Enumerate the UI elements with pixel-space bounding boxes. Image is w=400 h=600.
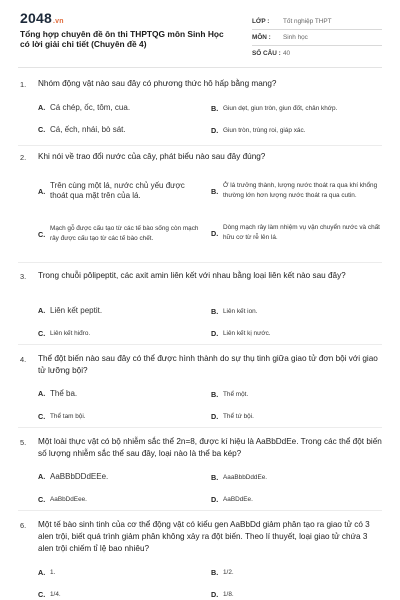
header bbox=[0, 0, 400, 64]
option-key: B. bbox=[211, 307, 219, 316]
option-a[interactable] bbox=[38, 103, 203, 113]
option-text: 1. bbox=[50, 569, 56, 576]
option-c[interactable] bbox=[38, 125, 203, 135]
option-a[interactable] bbox=[38, 306, 203, 316]
option-text: Thể một. bbox=[223, 391, 249, 398]
meta-row-count bbox=[252, 46, 382, 61]
meta-row-subject bbox=[252, 30, 382, 46]
meta-value: Sinh học bbox=[283, 34, 308, 41]
option-key: C. bbox=[38, 329, 46, 338]
option-text: AaBBbDDdEEe. bbox=[50, 472, 109, 481]
logo-main: 2048 bbox=[20, 10, 52, 26]
option-b[interactable] bbox=[211, 473, 383, 483]
meta-table bbox=[252, 14, 382, 61]
option-key: B. bbox=[211, 186, 219, 196]
option-c[interactable] bbox=[38, 329, 203, 339]
option-c[interactable] bbox=[38, 412, 203, 422]
option-text: Cá chép, ốc, tôm, cua. bbox=[50, 103, 131, 112]
option-text: 1/8. bbox=[223, 591, 234, 598]
option-text: Liên kết hiđro. bbox=[50, 330, 91, 337]
question-text: Một loài thực vật có bộ nhiễm sắc thể 2n=8, được kí hiệu là AaBbDdEe. Trong các thể đột biến số lượng nhiễm sắc thể sau đây, loại nào là thể ba kép? bbox=[38, 437, 382, 458]
option-key: D. bbox=[211, 228, 219, 238]
option-c[interactable] bbox=[38, 590, 203, 600]
header-divider bbox=[18, 67, 382, 68]
site-logo[interactable] bbox=[20, 10, 64, 26]
option-text: Giun tròn, trùng roi, giáp xác. bbox=[223, 127, 306, 134]
option-key: A. bbox=[38, 389, 46, 398]
option-text: 1/2. bbox=[223, 569, 234, 576]
option-key: A. bbox=[38, 186, 46, 196]
question-number: 2. bbox=[20, 153, 27, 162]
option-b[interactable] bbox=[211, 104, 383, 114]
option-c[interactable] bbox=[38, 217, 201, 251]
question-text: Thể đột biến nào sau đây có thể được hình thành do sự thụ tinh giữa giao tử đơn bội với giao tử lưỡng bội? bbox=[38, 354, 378, 375]
option-b[interactable] bbox=[211, 568, 383, 578]
option-key: D. bbox=[211, 126, 219, 135]
meta-label: SỐ CÂU : bbox=[252, 50, 281, 57]
option-d[interactable] bbox=[211, 329, 383, 339]
option-key: D. bbox=[211, 495, 219, 504]
option-key: A. bbox=[38, 568, 46, 577]
option-text: Ở lá trưởng thành, lượng nước thoát ra qua khí khổng thường lớn hơn lượng nước thoát ra qua cutin. bbox=[223, 182, 378, 199]
question-text: Khi nói về trao đổi nước của cây, phát biểu nào sau đây đúng? bbox=[38, 152, 266, 161]
option-a[interactable] bbox=[38, 176, 200, 206]
document-title: Tổng hợp chuyên đề ôn thi THPTQG môn Sinh Học có lời giải chi tiết (Chuyên đề 4) bbox=[20, 29, 224, 49]
option-text: Thể tứ bội. bbox=[223, 413, 254, 420]
meta-label: MÔN : bbox=[252, 34, 271, 41]
option-key: D. bbox=[211, 329, 219, 338]
option-text: 1/4. bbox=[50, 591, 61, 598]
option-a[interactable] bbox=[38, 389, 203, 399]
option-key: C. bbox=[38, 229, 46, 239]
option-key: A. bbox=[38, 103, 46, 112]
option-d[interactable] bbox=[211, 126, 383, 136]
option-key: C. bbox=[38, 495, 46, 504]
option-text: Thể ba. bbox=[50, 389, 78, 398]
option-a[interactable] bbox=[38, 472, 203, 482]
option-text: Liên kết peptit. bbox=[50, 306, 103, 315]
option-text: Giun dẹt, giun tròn, giun đốt, chân khớp. bbox=[223, 105, 338, 112]
option-key: C. bbox=[38, 125, 46, 134]
option-text: Thể tam bội. bbox=[50, 413, 86, 420]
option-text: AaaBbbDddEe. bbox=[223, 474, 268, 481]
option-text: Liên kết kị nước. bbox=[223, 330, 271, 337]
option-key: C. bbox=[38, 590, 46, 599]
question-number: 5. bbox=[20, 438, 27, 447]
meta-row-class bbox=[252, 14, 382, 30]
option-key: B. bbox=[211, 568, 219, 577]
option-text: Mạch gỗ được cấu tạo từ các tế bào sống còn mạch rây được cấu tạo từ các tế bào chết. bbox=[50, 225, 199, 242]
question-divider bbox=[18, 145, 382, 146]
option-b[interactable] bbox=[211, 307, 383, 317]
meta-value: Tốt nghiệp THPT bbox=[283, 18, 332, 25]
option-key: B. bbox=[211, 104, 219, 113]
meta-label: LỚP : bbox=[252, 18, 270, 25]
option-text: Liên kết ion. bbox=[223, 308, 258, 315]
option-c[interactable] bbox=[38, 495, 203, 505]
option-key: A. bbox=[38, 306, 46, 315]
question-number: 1. bbox=[20, 80, 27, 89]
option-text: Cá, ếch, nhái, bò sát. bbox=[50, 125, 126, 134]
logo-suffix: .vn bbox=[52, 18, 64, 25]
question-divider bbox=[18, 344, 382, 345]
option-key: A. bbox=[38, 472, 46, 481]
option-key: B. bbox=[211, 473, 219, 482]
option-key: C. bbox=[38, 412, 46, 421]
question-text: Nhóm động vật nào sau đây có phương thức hô hấp bằng mang? bbox=[38, 79, 277, 88]
option-text: Trên cùng một lá, nước chủ yếu được thoát qua mặt trên của lá. bbox=[50, 181, 185, 200]
option-a[interactable] bbox=[38, 568, 203, 578]
option-d[interactable] bbox=[211, 221, 383, 245]
question-text: Trong chuỗi pôlipeptit, các axit amin liên kết với nhau bằng loại liên kết nào sau đây? bbox=[38, 271, 346, 280]
question-divider bbox=[18, 427, 382, 428]
question-text: Một tế bào sinh tinh của cơ thể động vật có kiểu gen AaBbDd giảm phân tạo ra giao tử có 3 alen trội, biết quá trình giảm phân không xảy ra đột biến. Theo lí thuyết, loại giao tử chứa 3 alen trội chiếm tỉ lệ bao nhiêu? bbox=[38, 520, 370, 553]
option-key: D. bbox=[211, 412, 219, 421]
question-number: 6. bbox=[20, 521, 27, 530]
meta-value: 40 bbox=[283, 50, 291, 57]
option-text: AaBDdEe. bbox=[223, 496, 253, 503]
option-key: B. bbox=[211, 390, 219, 399]
question-divider bbox=[18, 510, 382, 511]
option-b[interactable] bbox=[211, 390, 383, 400]
option-text: Dòng mạch rây làm nhiệm vụ vận chuyển nước và chất hữu cơ từ rễ lên lá. bbox=[223, 224, 380, 241]
question-number: 4. bbox=[20, 355, 27, 364]
option-d[interactable] bbox=[211, 495, 383, 505]
option-key: D. bbox=[211, 590, 219, 599]
option-b[interactable] bbox=[211, 174, 383, 208]
question-number: 3. bbox=[20, 272, 27, 281]
question-divider bbox=[18, 262, 382, 263]
option-text: AaBbDdEee. bbox=[50, 496, 87, 503]
option-d[interactable] bbox=[211, 590, 383, 600]
option-d[interactable] bbox=[211, 412, 383, 422]
